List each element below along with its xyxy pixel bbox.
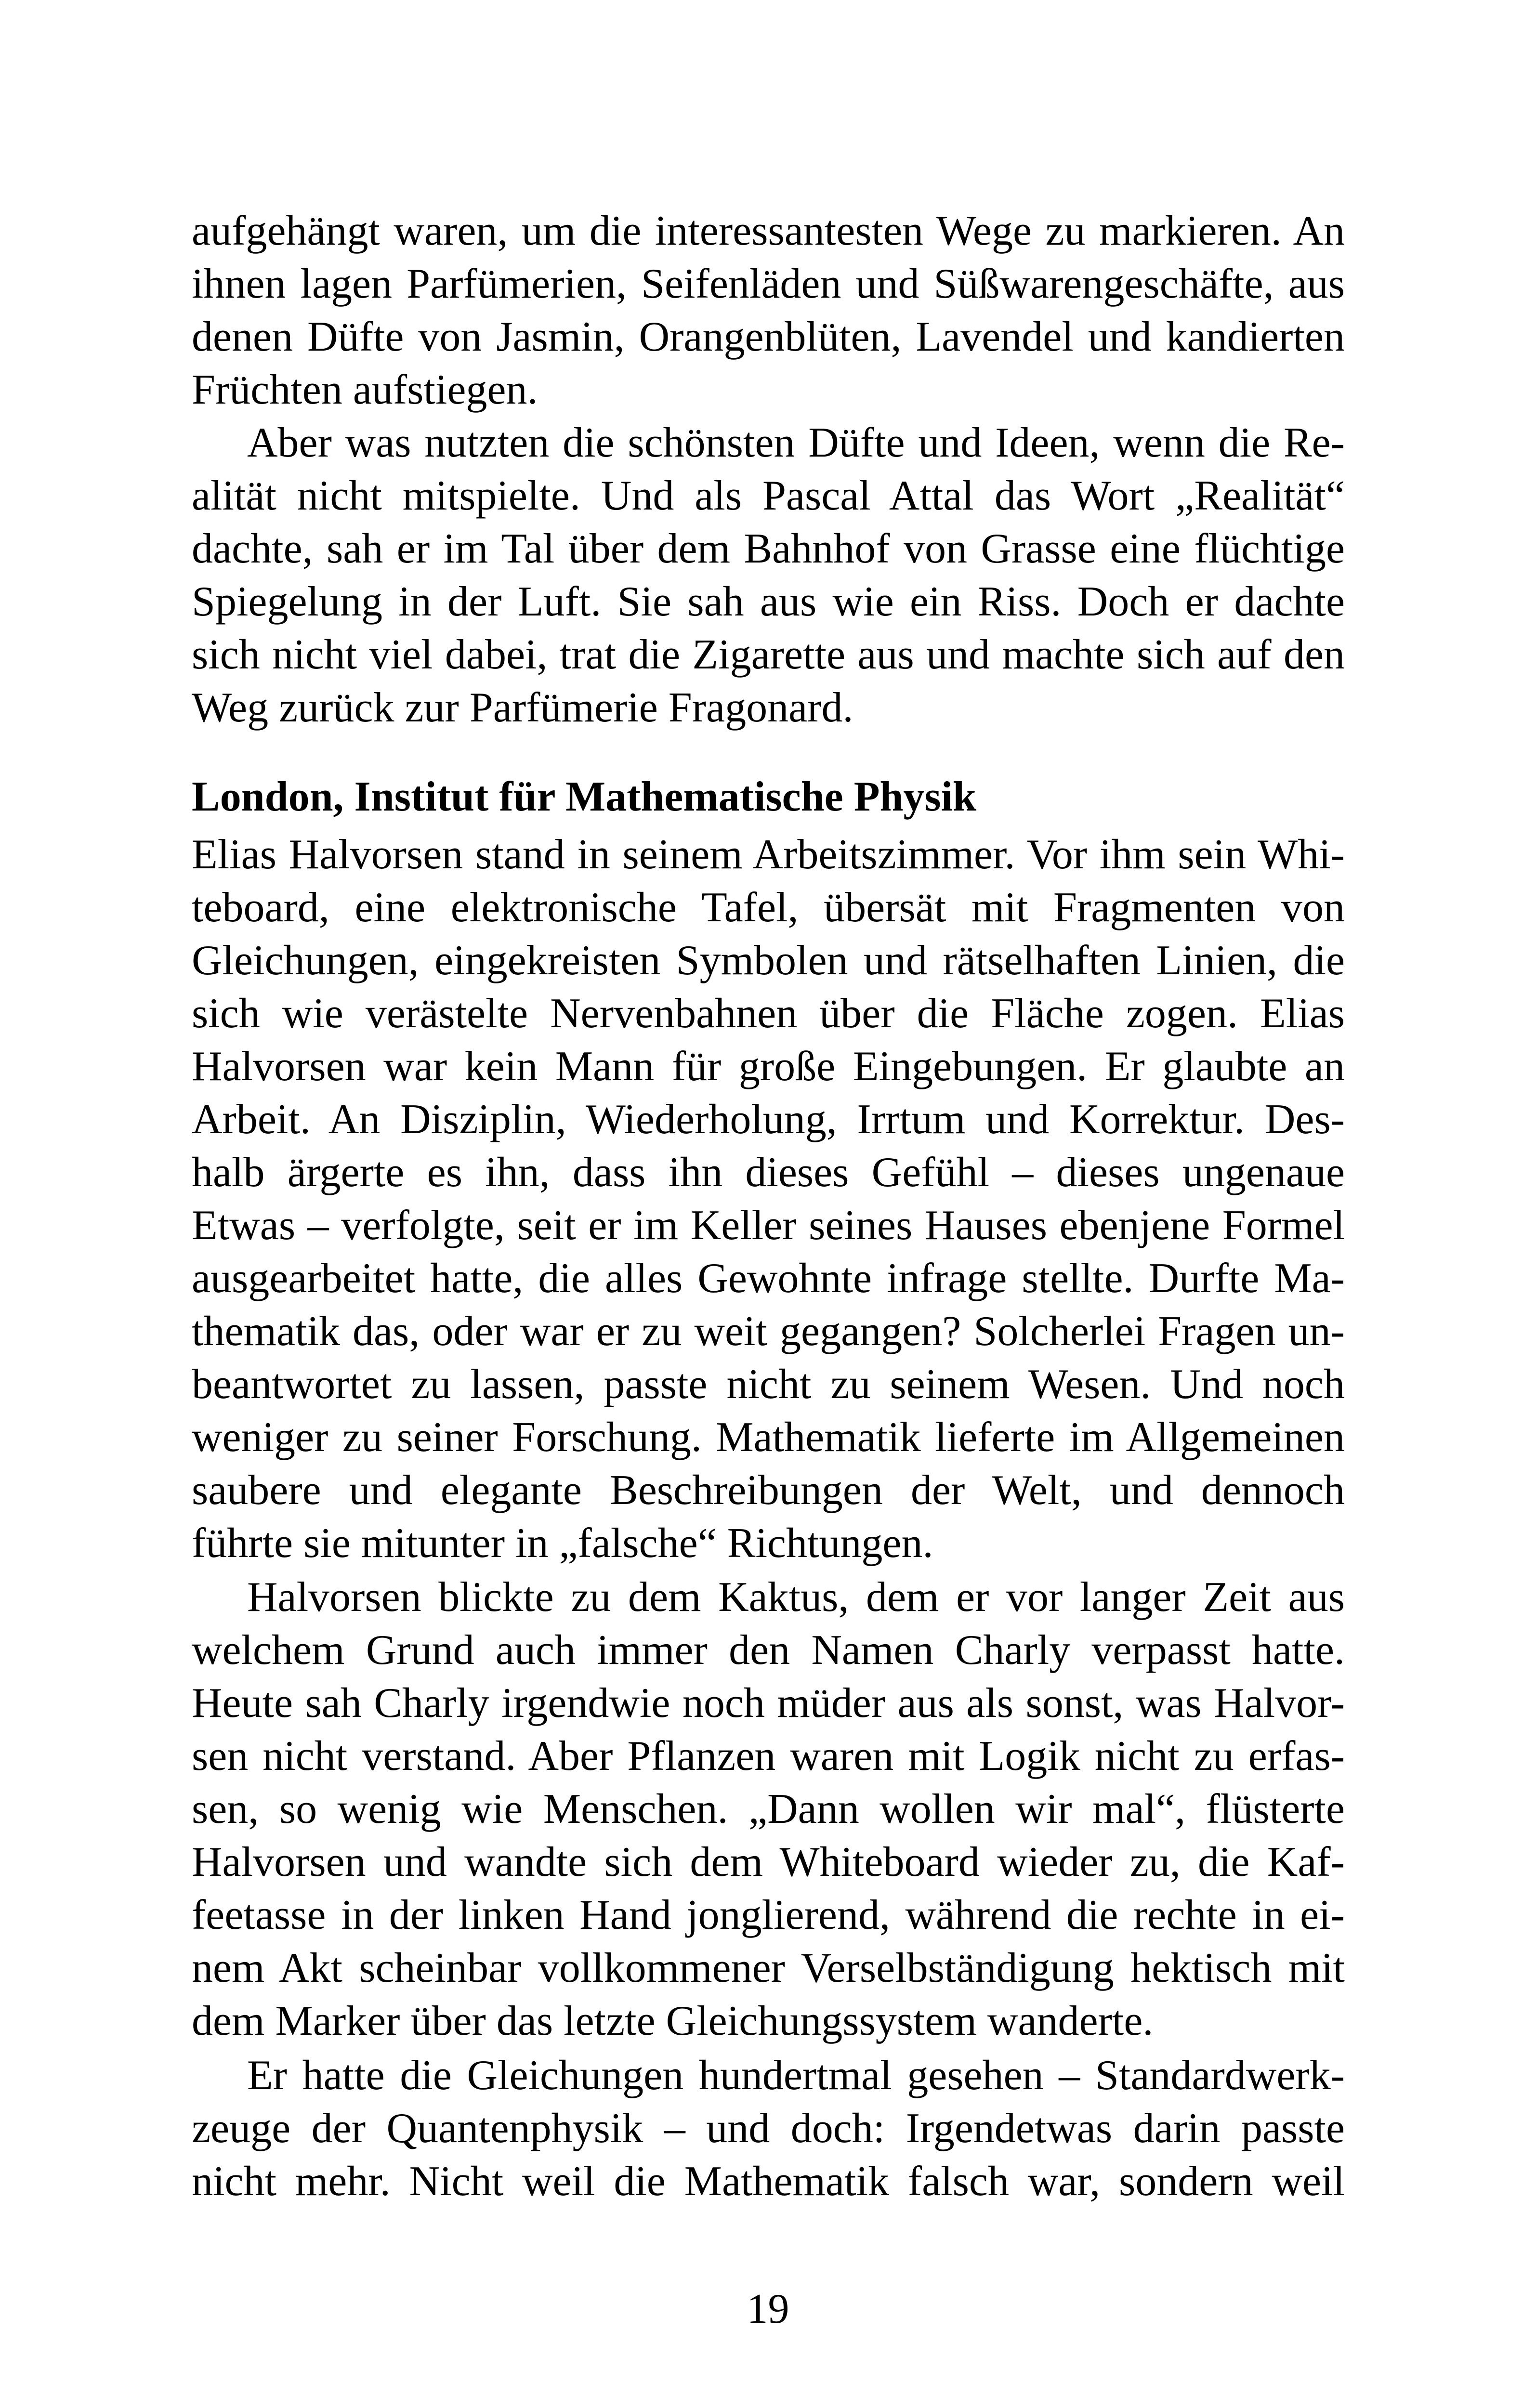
text-line: aufgehängt waren, um die interessantesten Wege zu markieren. An: [192, 208, 1345, 254]
text-line: Etwas – verfolgte, seit er im Keller seines Hauses ebenjene Formel: [192, 1202, 1345, 1249]
page-number: 19: [747, 2286, 789, 2332]
text-line: Gleichungen, eingekreisten Symbolen und rätselhaften Linien, die: [192, 937, 1345, 984]
text-line: Halvorsen und wandte sich dem Whiteboard wieder zu, die Kaf-: [192, 1839, 1345, 1885]
text-line: führte sie mitunter in „falsche“ Richtungen.: [192, 1520, 933, 1567]
text-line: dachte, sah er im Tal über dem Bahnhof von Grasse eine flüchtige: [192, 525, 1345, 572]
text-line: Elias Halvorsen stand in seinem Arbeitszimmer. Vor ihm sein Whi-: [192, 831, 1345, 878]
text-line: Halvorsen war kein Mann für große Eingebungen. Er glaubte an: [192, 1043, 1345, 1090]
text-line: sen, so wenig wie Menschen. „Dann wollen wir mal“, flüsterte: [192, 1786, 1345, 1832]
text-line: ihnen lagen Parfümerien, Seifenläden und Süßwarengeschäfte, aus: [192, 261, 1345, 307]
text-line: sich wie verästelte Nervenbahnen über die Fläche zogen. Elias: [192, 990, 1345, 1037]
text-line: sen nicht verstand. Aber Pflanzen waren mit Logik nicht zu erfas-: [192, 1733, 1345, 1780]
text-line: dem Marker über das letzte Gleichungssystem wanderte.: [192, 1998, 1154, 2044]
text-line: feetasse in der linken Hand jonglierend, während die rechte in ei-: [192, 1892, 1345, 1938]
text-line: nem Akt scheinbar vollkommener Verselbständigung hektisch mit: [192, 1945, 1345, 1991]
text-line: thematik das, oder war er zu weit gegangen? Solcherlei Fragen un-: [192, 1308, 1345, 1355]
text-line: welchem Grund auch immer den Namen Charly verpasst hatte.: [192, 1627, 1345, 1674]
text-line: denen Düfte von Jasmin, Orangenblüten, Lavendel und kandierten: [192, 314, 1345, 360]
text-line: Weg zurück zur Parfümerie Fragonard.: [192, 684, 853, 731]
text-line: alität nicht mitspielte. Und als Pascal Attal das Wort „Realität“: [192, 472, 1345, 519]
text-line: ausgearbeitet hatte, die alles Gewohnte infrage stellte. Durfte Ma-: [192, 1255, 1345, 1302]
text-line: Er hatte die Gleichungen hundertmal gesehen – Standardwerk-: [247, 2052, 1345, 2099]
text-line: sich nicht viel dabei, trat die Zigarette aus und machte sich auf den: [192, 631, 1345, 678]
text-line: nicht mehr. Nicht weil die Mathematik falsch war, sondern weil: [192, 2158, 1345, 2205]
text-line: Aber was nutzten die schönsten Düfte und Ideen, wenn die Re-: [247, 419, 1345, 466]
text-line: Arbeit. An Disziplin, Wiederholung, Irrtum und Korrektur. Des-: [192, 1096, 1345, 1143]
text-line: Halvorsen blickte zu dem Kaktus, dem er vor langer Zeit aus: [247, 1574, 1345, 1621]
text-line: beantwortet zu lassen, passte nicht zu seinem Wesen. Und noch: [192, 1361, 1345, 1408]
text-line: teboard, eine elektronische Tafel, übersät mit Fragmenten von: [192, 884, 1345, 931]
text-line: zeuge der Quantenphysik – und doch: Irgendetwas darin passte: [192, 2105, 1345, 2152]
text-line: saubere und elegante Beschreibungen der Welt, und dennoch: [192, 1467, 1345, 1514]
text-line: weniger zu seiner Forschung. Mathematik lieferte im Allgemeinen: [192, 1414, 1345, 1461]
text-line: Spiegelung in der Luft. Sie sah aus wie ein Riss. Doch er dachte: [192, 578, 1345, 625]
text-line: halb ärgerte es ihn, dass ihn dieses Gefühl – dieses ungenaue: [192, 1149, 1345, 1196]
section-heading: London, Institut für Mathematische Physik: [192, 773, 977, 820]
text-line: Früchten aufstiegen.: [192, 366, 538, 413]
text-line: Heute sah Charly irgendwie noch müder aus als sonst, was Halvor-: [192, 1680, 1345, 1727]
